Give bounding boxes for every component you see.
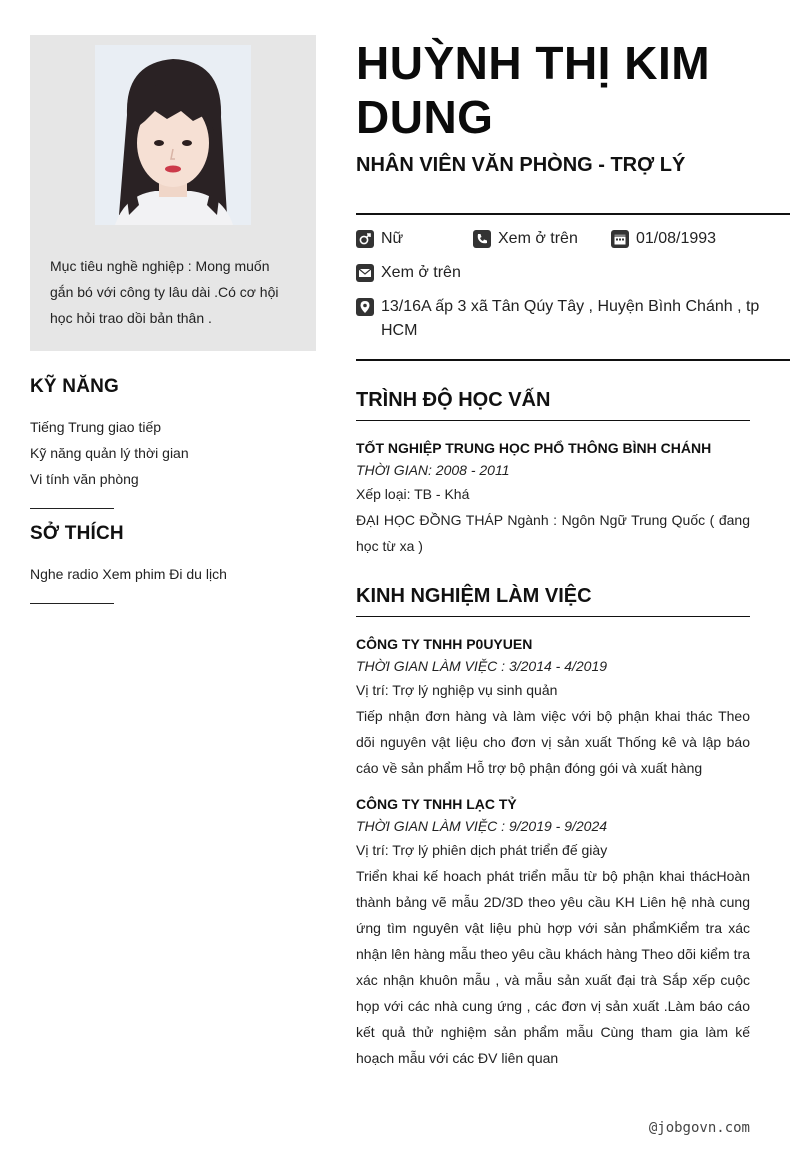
job-entry — [356, 793, 750, 1071]
skill-item: Vi tính văn phòng — [30, 471, 139, 487]
location-pin-icon — [356, 298, 374, 316]
birthday-item — [611, 227, 716, 251]
job-time: THỜI GIAN LÀM VIỆC : 9/2019 - 9/2024 — [356, 818, 608, 834]
job-description: Triển khai kế hoach phát triển mẫu từ bộ phận khai thácHoàn thành bảng vẽ mẫu 2D/3D theo yêu cầu KH Liên hệ nhà cung ứng tìm nguyên vật liệu phù hợp với sản phẩmKiểm tra xác nhận lên hàng mẫu theo yêu cầu khách hàng Theo dõi kiểm tra xác nhận khuôn mẫu , và mẫu sản xuất đại trà Sắp xếp cuộc họp với các nhà cung ứng , các đơn vị sản xuất .Làm báo cáo kết quả thử nghiệm sản phẩm mẫu Cùng tham gia làm kế hoạch mẫu với các ĐV liên quan — [356, 868, 750, 1066]
gender-icon — [356, 230, 374, 248]
education-entry — [356, 437, 750, 559]
phone-item — [473, 227, 611, 251]
company-name: CÔNG TY TNHH LẠC TỶ — [356, 796, 517, 812]
calendar-icon — [611, 230, 629, 248]
phone-value: Xem ở trên — [498, 230, 578, 247]
left-column — [30, 35, 316, 604]
job-entry — [356, 633, 750, 781]
phone-icon — [473, 230, 491, 248]
skill-item: Kỹ năng quản lý thời gian — [30, 445, 189, 461]
experience-heading: KINH NGHIỆM LÀM VIỆC — [356, 585, 750, 617]
experience-section — [356, 585, 750, 1071]
skills-section — [30, 376, 316, 509]
contact-row — [356, 295, 790, 343]
job-title: NHÂN VIÊN VĂN PHÒNG - TRỢ LÝ — [356, 154, 686, 176]
address-value: 13/16A ấp 3 xã Tân Qúy Tây , Huyện Bình Chánh , tp HCM — [381, 298, 760, 339]
contact-block — [356, 213, 790, 361]
candidate-name: HUỲNH THỊ KIM DUNG — [356, 37, 711, 143]
education-section — [356, 389, 750, 559]
profile-box — [30, 35, 316, 351]
job-position: Vị trí: Trợ lý nghiệp vụ sinh quản — [356, 682, 558, 698]
company-name: CÔNG TY TNHH P0UYUEN — [356, 636, 533, 652]
university-info: ĐẠI HỌC ĐỒNG THÁP Ngành : Ngôn Ngữ Trung Quốc ( đang học từ xa ) — [356, 512, 750, 554]
school-name: TỐT NGHIỆP TRUNG HỌC PHỔ THÔNG BÌNH CHÁNH — [356, 440, 712, 456]
skills-heading: KỸ NĂNG — [30, 376, 120, 397]
divider — [30, 603, 114, 604]
education-heading: TRÌNH ĐỘ HỌC VẤN — [356, 389, 750, 421]
birthday-value: 01/08/1993 — [636, 230, 717, 247]
email-icon — [356, 264, 374, 282]
education-time: THỜI GIAN: 2008 - 2011 — [356, 462, 510, 478]
email-item — [356, 261, 461, 285]
job-position: Vị trí: Trợ lý phiên dịch phát triển đế giày — [356, 842, 608, 858]
contact-row — [356, 227, 790, 251]
hobbies-heading: SỞ THÍCH — [30, 523, 124, 544]
right-column — [356, 36, 790, 1071]
gender-value: Nữ — [381, 230, 404, 247]
contact-row — [356, 261, 790, 285]
divider — [30, 508, 114, 509]
hobbies-text: Nghe radio Xem phim Đi du lịch — [30, 566, 227, 582]
career-objective: Mục tiêu nghề nghiệp : Mong muốn gắn bó với công ty lâu dài .Có cơ hội học hỏi trao dồi bản thân . — [50, 258, 279, 326]
education-grade: Xếp loại: TB - Khá — [356, 486, 470, 502]
job-description: Tiếp nhận đơn hàng và làm việc với bộ phận khai thác Theo dõi nguyên vật liệu cho đơn vị sản xuất Thống kê và lập báo cáo về sản phẩm Hỗ trợ bộ phận đóng gói và xuất hàng — [356, 708, 750, 776]
job-time: THỜI GIAN LÀM VIỆC : 3/2014 - 4/2019 — [356, 658, 608, 674]
hobbies-section — [30, 523, 316, 604]
skill-item: Tiếng Trung giao tiếp — [30, 419, 162, 435]
address-item — [356, 295, 761, 343]
gender-item — [356, 227, 473, 251]
email-value: Xem ở trên — [381, 264, 461, 281]
watermark: @jobgovn.com — [648, 1120, 750, 1136]
profile-photo — [95, 45, 251, 225]
